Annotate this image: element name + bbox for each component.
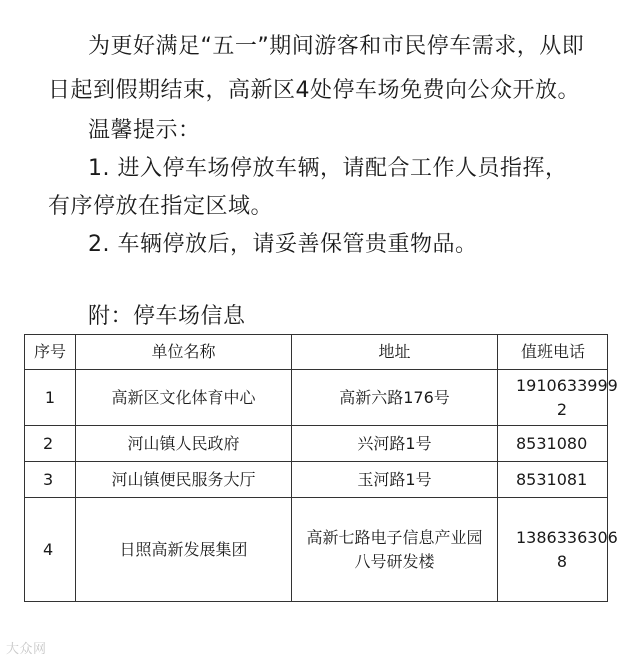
header-address: 地址 [378, 342, 411, 361]
row-2-phone: 8531080 [516, 433, 588, 453]
row-1-phone-line-1: 1910633999 [516, 375, 618, 395]
row-4-phone [498, 498, 618, 602]
row-4-address-line-2: 八号研发楼 [354, 552, 435, 571]
row-3-unit: 河山镇便民服务大厅 [111, 469, 256, 489]
header-unit: 单位名称 [151, 342, 216, 361]
row-3-no: 3 [43, 469, 54, 489]
row-1-phone [498, 370, 618, 425]
row-4-no: 4 [43, 540, 54, 559]
watermark: 大众网 [6, 642, 47, 657]
row-1-phone-line-2: 2 [556, 399, 568, 419]
row-1-unit: 高新区文化体育中心 [111, 387, 256, 407]
row-3-phone: 8531081 [516, 469, 588, 489]
notice-line-1: 为更好满足“五一”期间游客和市民停车需求，从即 [88, 34, 585, 59]
parking-info-table [24, 334, 618, 602]
row-1-no: 1 [44, 387, 56, 407]
row-1-address: 高新六路176号 [339, 387, 450, 407]
row-3-address: 玉河路1号 [357, 469, 432, 489]
header-phone: 值班电话 [520, 342, 585, 361]
tip-1-line-2: 有序停放在指定区域。 [48, 194, 274, 219]
tips-heading: 温馨提示： [88, 118, 201, 143]
tip-1-line-1: 1. 进入停车场停放车辆，请配合工作人员指挥， [88, 156, 568, 181]
row-4-address [292, 498, 497, 602]
row-4-address-line-1: 高新七路电子信息产业园 [306, 528, 483, 547]
row-4-unit: 日照高新发展集团 [119, 540, 248, 559]
tip-2: 2. 车辆停放后，请妥善保管贵重物品。 [88, 232, 478, 257]
row-2-unit: 河山镇人民政府 [127, 433, 240, 453]
row-2-address: 兴河路1号 [357, 433, 432, 453]
appendix-title: 附：停车场信息 [88, 304, 246, 329]
row-4-phone-line-2: 8 [556, 552, 568, 571]
header-no: 序号 [33, 342, 66, 361]
row-4-phone-line-1: 1386336306 [516, 528, 618, 547]
row-2-no: 2 [43, 433, 54, 453]
notice-line-2: 日起到假期结束，高新区4处停车场免费向公众开放。 [48, 78, 580, 103]
